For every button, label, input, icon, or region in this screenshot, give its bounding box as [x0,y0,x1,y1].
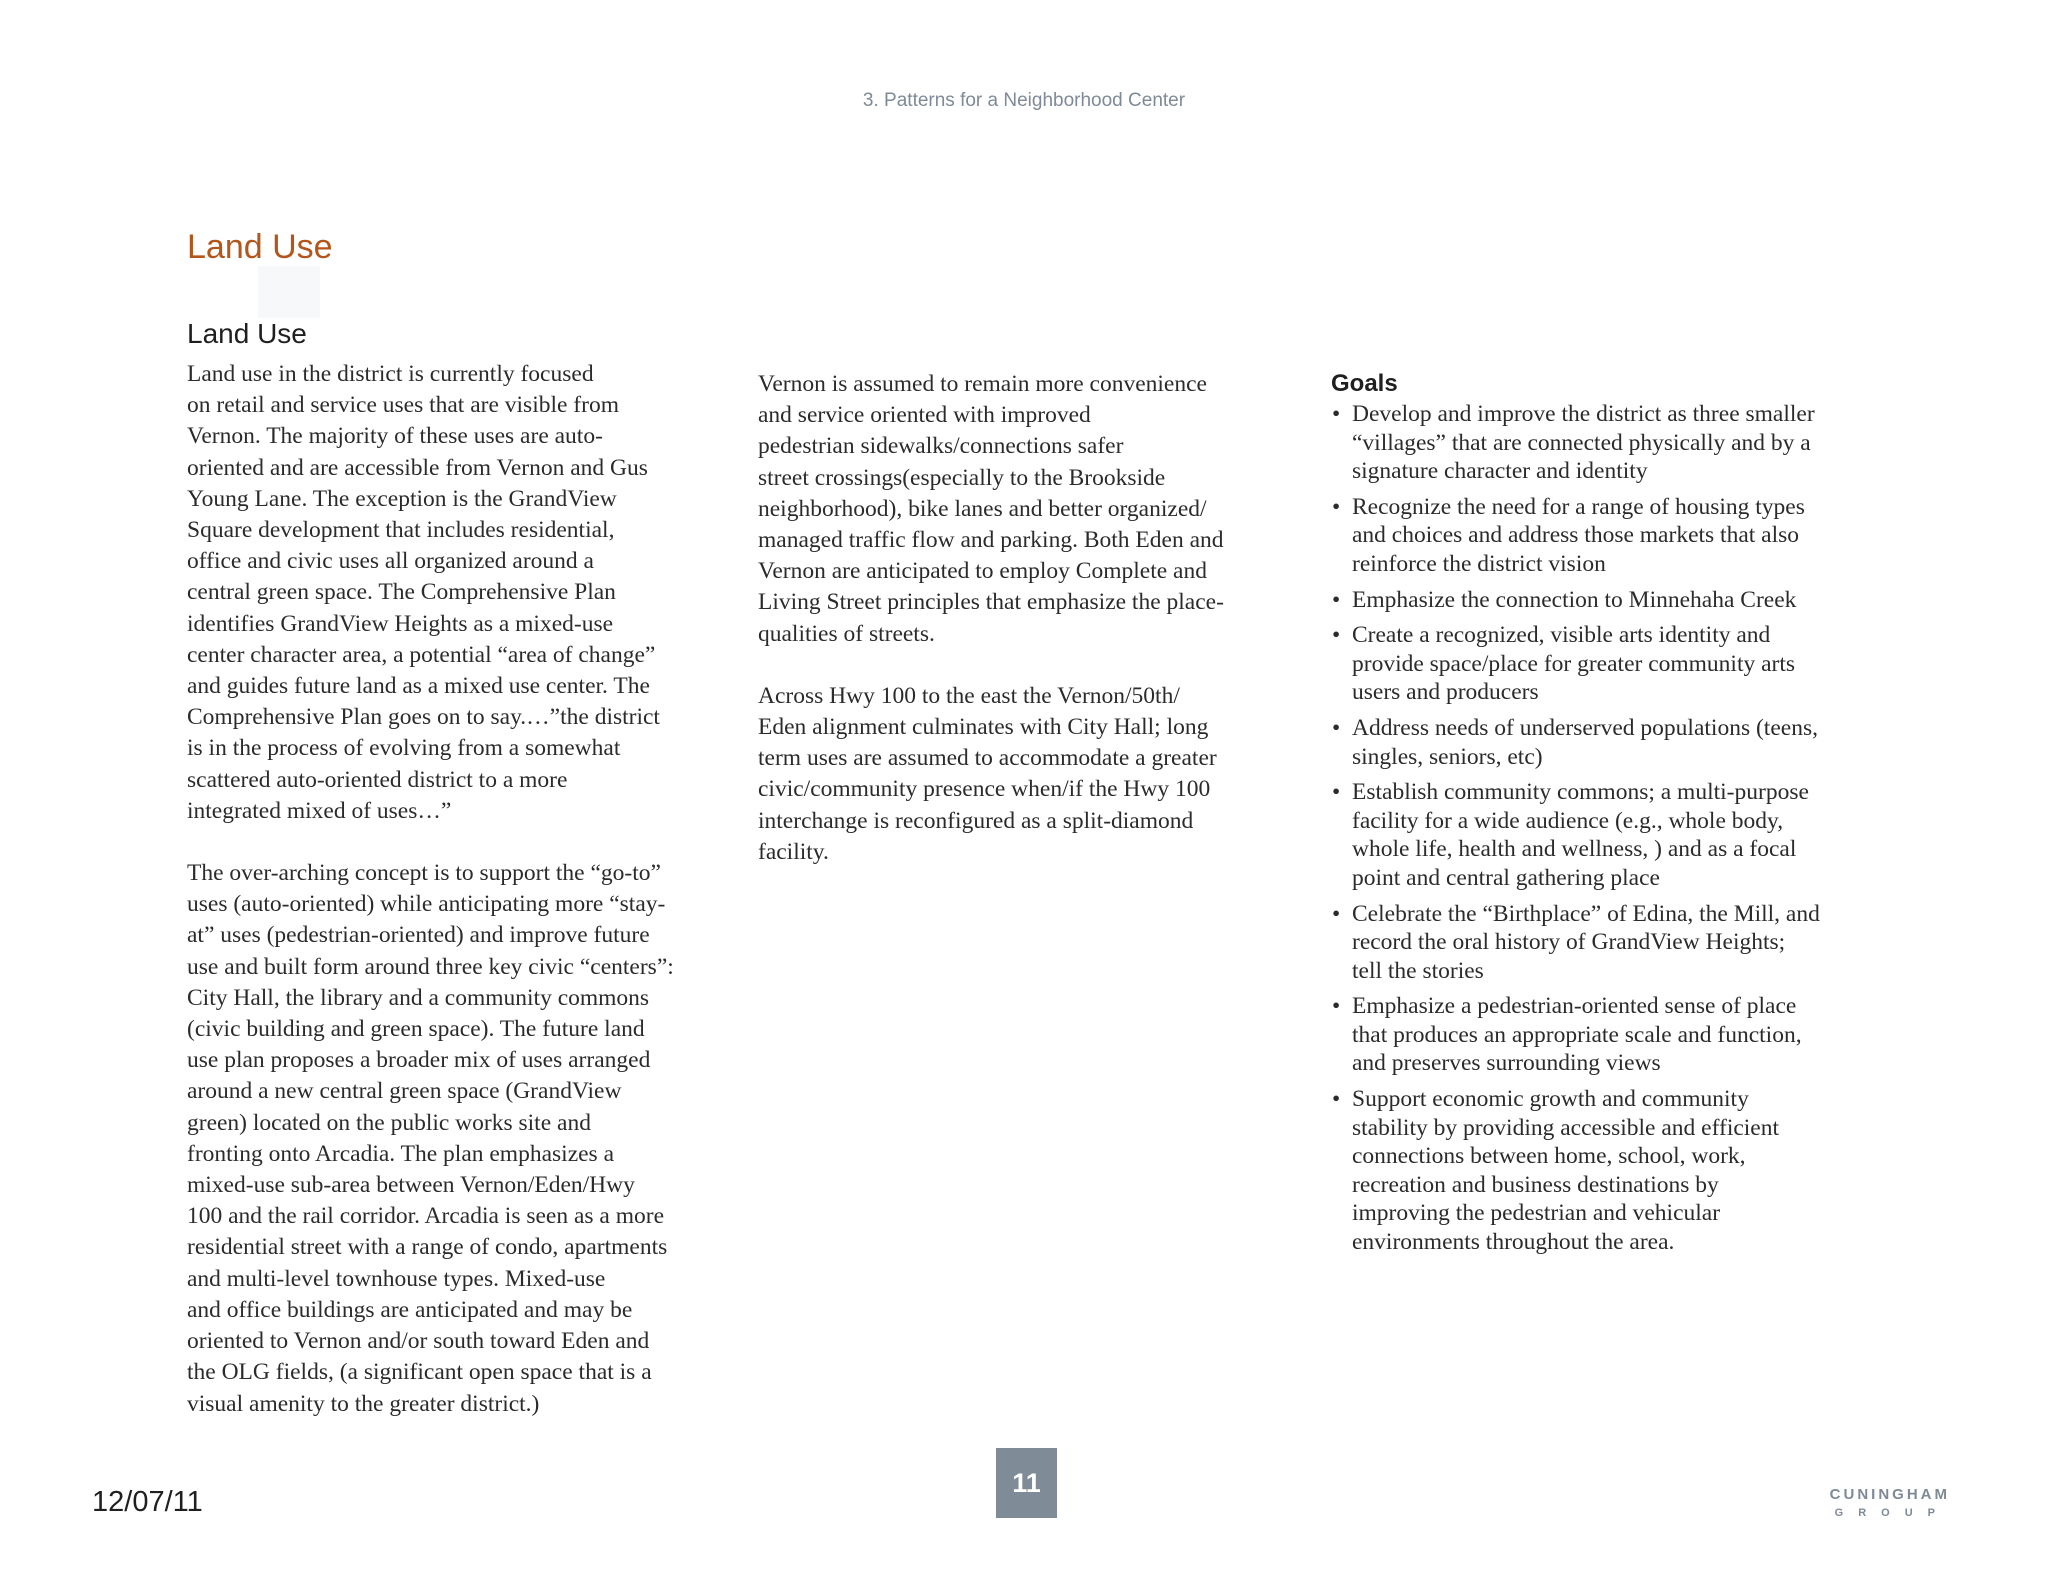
text-line: whole life, health and wellness, ) and as a focal [1352,836,1797,863]
goal-item [1331,778,1891,892]
text-line: Support economic growth and community [1352,1086,1749,1113]
text-line: term uses are assumed to accommodate a greater [758,745,1217,772]
text-line: the OLG fields, (a significant open space that is a [187,1359,652,1386]
text-line: facility. [758,838,829,865]
text-line: and office buildings are anticipated and may be [187,1296,633,1323]
text-line: on retail and service uses that are visible from [187,392,619,419]
text-line: Land use in the district is currently focused [187,361,594,387]
page-number: 11 [1012,1467,1041,1498]
bullet-icon: • [1332,1086,1341,1113]
goal-item [1331,586,1891,615]
goal-item [1331,900,1891,986]
text-line: qualities of streets. [758,620,935,647]
goals-column [1331,369,1891,1264]
text-line: managed traffic flow and parking. Both Eden and [758,527,1224,554]
bullet-icon: • [1332,900,1341,927]
text-line: identifies GrandView Heights as a mixed-use [187,610,614,637]
goal-item [1331,621,1891,707]
goal-text [1352,1086,1779,1255]
text-line: (civic building and green space). The future land [187,1016,645,1043]
text-line: around a new central green space (GrandView [187,1078,622,1105]
text-line: Emphasize a pedestrian-oriented sense of place [1352,993,1797,1020]
title-tab-decoration [258,266,320,318]
running-header: 3. Patterns for a Neighborhood Center [862,90,1186,111]
text-line: Establish community commons; a multi-purpose [1352,779,1809,806]
goal-text [1352,901,1820,984]
text-line: connections between home, school, work, [1352,1143,1746,1170]
goal-text [1352,494,1805,577]
text-line: center character area, a potential “area of change” [187,641,656,668]
text-line: record the oral history of GrandView Heights; [1352,929,1786,956]
column-2 [758,369,1313,899]
text-line: oriented to Vernon and/or south toward Eden and [187,1328,650,1355]
text-line: Across Hwy 100 to the east the Vernon/50th/ [758,682,1180,709]
text-line: Celebrate the “Birthplace” of Edina, the Mill, and [1352,900,1820,927]
bullet-icon: • [1332,622,1341,649]
section-title: Land Use [187,228,333,266]
text-line: scattered auto-oriented district to a more [187,766,568,793]
text-line: uses (auto-oriented) while anticipating more “stay- [187,891,666,918]
text-line: and service oriented with improved [758,402,1091,429]
text-line: Comprehensive Plan goes on to say.…”the district [187,704,660,731]
text-line: Address needs of underserved populations (teens, [1352,714,1818,741]
text-line: pedestrian sidewalks/connections safer [758,433,1124,460]
text-line: green) located on the public works site and [187,1109,591,1136]
text-line: 100 and the rail corridor. Arcadia is seen as a more [187,1203,665,1230]
text-line: street crossings(especially to the Brookside [758,464,1166,491]
goal-text [1352,587,1796,613]
text-line: Young Lane. The exception is the GrandView [187,485,617,512]
text-line: that produces an appropriate scale and function, [1352,1021,1802,1048]
text-line: and guides future land as a mixed use center. The [187,673,650,700]
text-line: provide space/place for greater community arts [1352,650,1796,677]
goal-text [1352,779,1809,891]
goal-text [1352,715,1818,770]
text-line: users and producers [1352,679,1539,706]
text-line: Emphasize the connection to Minnehaha Creek [1352,586,1797,613]
text-line: point and central gathering place [1352,864,1660,891]
paragraph [758,681,1313,868]
text-line: and choices and address those markets that also [1352,522,1800,549]
text-line: central green space. The Comprehensive Plan [187,579,616,606]
goal-text [1352,622,1795,705]
text-line: is in the process of evolving from a somewhat [187,735,621,762]
text-line: use plan proposes a broader mix of uses arranged [187,1047,651,1074]
text-line: environments throughout the area. [1352,1229,1675,1256]
text-line: Vernon are anticipated to employ Complete and [758,558,1207,585]
bullet-icon: • [1332,493,1341,520]
cuningham-group-logo [1825,1486,1950,1519]
text-line: singles, seniors, etc) [1352,743,1543,770]
bullet-icon: • [1332,993,1341,1020]
text-line: Develop and improve the district as three smaller [1352,401,1815,427]
text-line: Create a recognized, visible arts identity and [1352,622,1771,649]
bullet-icon: • [1332,779,1341,806]
bullet-icon: • [1332,714,1341,741]
goal-item [1331,714,1891,771]
bullet-icon: • [1332,586,1341,613]
subheading: Land Use [187,318,307,349]
text-line: City Hall, the library and a community commons [187,984,650,1011]
text-line: recreation and business destinations by [1352,1171,1719,1198]
text-line: Recognize the need for a range of housing types [1352,493,1805,520]
goals-heading: Goals [1331,370,1398,397]
text-line: tell the stories [1352,957,1484,984]
column-1 [187,359,747,1451]
text-line: improving the pedestrian and vehicular [1352,1200,1721,1227]
goal-item [1331,400,1891,486]
text-line: reinforce the district vision [1352,550,1606,577]
text-line: Living Street principles that emphasize the place- [758,589,1224,616]
text-line: office and civic uses all organized around a [187,548,594,575]
text-line: Vernon is assumed to remain more convenience [758,371,1207,397]
text-line: stability by providing accessible and efficient [1352,1114,1780,1141]
text-line: neighborhood), bike lanes and better organized/ [758,495,1207,522]
goals-list [1331,400,1891,1257]
text-line: integrated mixed of uses…” [187,797,452,824]
text-line: civic/community presence when/if the Hwy 100 [758,776,1211,803]
text-line: and multi-level townhouse types. Mixed-use [187,1265,606,1292]
logo-wordmark: CUNINGHAM [1829,1486,1950,1503]
text-line: fronting onto Arcadia. The plan emphasizes a [187,1140,615,1167]
text-line: Square development that includes residential, [187,517,615,544]
goal-item [1331,1085,1891,1257]
text-line: The over-arching concept is to support the “go-to” [187,860,661,887]
text-line: Vernon. The majority of these uses are auto- [187,423,603,450]
text-line: use and built form around three key civic “centers”: [187,953,674,980]
goal-item [1331,992,1891,1078]
paragraph [187,359,747,827]
text-line: residential street with a range of condo, apartments [187,1234,668,1261]
text-line: interchange is reconfigured as a split-diamond [758,807,1194,834]
text-line: signature character and identity [1352,458,1648,485]
page-number-badge [996,1448,1057,1518]
text-line: visual amenity to the greater district.) [187,1390,540,1417]
text-line: facility for a wide audience (e.g., whole body, [1352,807,1784,834]
logo-subtext: GROUP [1834,1507,1950,1519]
text-line: oriented and are accessible from Vernon and Gus [187,454,648,481]
goal-item [1331,493,1891,579]
document-date: 12/07/11 [92,1486,203,1518]
paragraph [187,858,747,1420]
goal-text [1352,401,1815,484]
paragraph [758,369,1313,650]
bullet-icon: • [1332,401,1341,427]
text-line: “villages” that are connected physically and by a [1352,429,1811,456]
goal-text [1352,993,1802,1076]
text-line: and preserves surrounding views [1352,1050,1661,1077]
text-line: at” uses (pedestrian-oriented) and improve future [187,922,650,949]
text-line: Eden alignment culminates with City Hall; long [758,714,1209,741]
text-line: mixed-use sub-area between Vernon/Eden/Hwy [187,1172,635,1199]
